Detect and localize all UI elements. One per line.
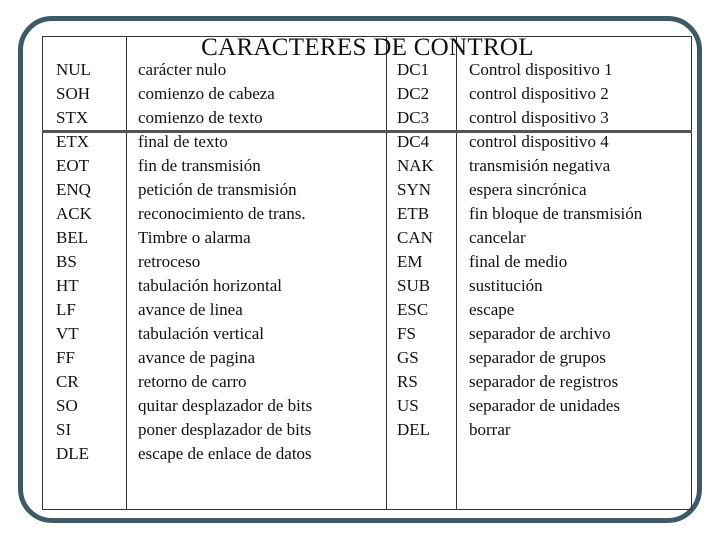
code-cell: SYN [397, 180, 432, 199]
code-cell: ETX [56, 132, 90, 151]
description-cell: fin bloque de transmisión [469, 204, 643, 223]
left-descriptions-column [138, 58, 312, 466]
code-cell: ACK [56, 204, 92, 223]
description-cell: reconocimiento de trans. [138, 204, 306, 223]
right-codes-column [397, 58, 434, 442]
description-cell: Timbre o alarma [138, 228, 251, 247]
code-cell: EM [397, 252, 423, 271]
code-cell: VT [56, 324, 79, 343]
description-cell: escape de enlace de datos [138, 444, 312, 463]
code-cell: NAK [397, 156, 434, 175]
code-cell: FS [397, 324, 416, 343]
code-cell: RS [397, 372, 418, 391]
description-cell: retorno de carro [138, 372, 247, 391]
code-cell: STX [56, 108, 89, 127]
description-cell: final de texto [138, 132, 228, 151]
code-cell: SO [56, 396, 78, 415]
right-descriptions-column [469, 58, 642, 442]
description-cell: borrar [469, 420, 511, 439]
column-divider [386, 36, 387, 510]
description-cell: separador de registros [469, 372, 619, 391]
page-title: CARACTERES DE CONTROL [201, 34, 534, 61]
description-cell: final de medio [469, 252, 568, 271]
code-cell: DEL [397, 420, 431, 439]
code-cell: CR [56, 372, 79, 391]
code-cell: DLE [56, 444, 90, 463]
description-cell: escape [469, 300, 515, 319]
description-cell: avance de linea [138, 300, 243, 319]
code-cell: GS [397, 348, 419, 367]
description-cell: separador de unidades [469, 396, 621, 415]
code-cell: ESC [397, 300, 429, 319]
code-cell: NUL [56, 60, 91, 79]
code-cell: US [397, 396, 419, 415]
left-codes-column [56, 58, 92, 466]
column-divider [126, 36, 127, 510]
description-cell: control dispositivo 2 [469, 84, 609, 103]
description-cell: control dispositivo 4 [469, 132, 609, 151]
description-cell: separador de archivo [469, 324, 611, 343]
code-cell: DC3 [397, 108, 430, 127]
description-cell: comienzo de cabeza [138, 84, 275, 103]
code-cell: SOH [56, 84, 91, 103]
code-cell: BEL [56, 228, 89, 247]
description-cell: tabulación horizontal [138, 276, 282, 295]
code-cell: DC4 [397, 132, 430, 151]
description-cell: poner desplazador de bits [138, 420, 312, 439]
description-cell: separador de grupos [469, 348, 606, 367]
code-cell: DC2 [397, 84, 430, 103]
description-cell: quitar desplazador de bits [138, 396, 313, 415]
code-cell: ETB [397, 204, 430, 223]
code-cell: BS [56, 252, 77, 271]
code-cell: SI [56, 420, 72, 439]
code-cell: EOT [56, 156, 90, 175]
code-cell: HT [56, 276, 79, 295]
description-cell: comienzo de texto [138, 108, 263, 127]
description-cell: retroceso [138, 252, 201, 271]
description-cell: tabulación vertical [138, 324, 265, 343]
description-cell: espera sincrónica [469, 180, 587, 199]
column-divider [456, 36, 457, 510]
code-cell: SUB [397, 276, 431, 295]
description-cell: Control dispositivo 1 [469, 60, 613, 79]
code-cell: DC1 [397, 60, 430, 79]
description-cell: cancelar [469, 228, 526, 247]
description-cell: avance de pagina [138, 348, 256, 367]
description-cell: sustitución [469, 276, 543, 295]
code-cell: CAN [397, 228, 433, 247]
description-cell: fin de transmisión [138, 156, 261, 175]
code-cell: FF [56, 348, 75, 367]
description-cell: petición de transmisión [138, 180, 297, 199]
description-cell: control dispositivo 3 [469, 108, 609, 127]
code-cell: ENQ [56, 180, 91, 199]
code-cell: LF [56, 300, 76, 319]
description-cell: transmisión negativa [469, 156, 611, 175]
description-cell: carácter nulo [138, 60, 227, 79]
